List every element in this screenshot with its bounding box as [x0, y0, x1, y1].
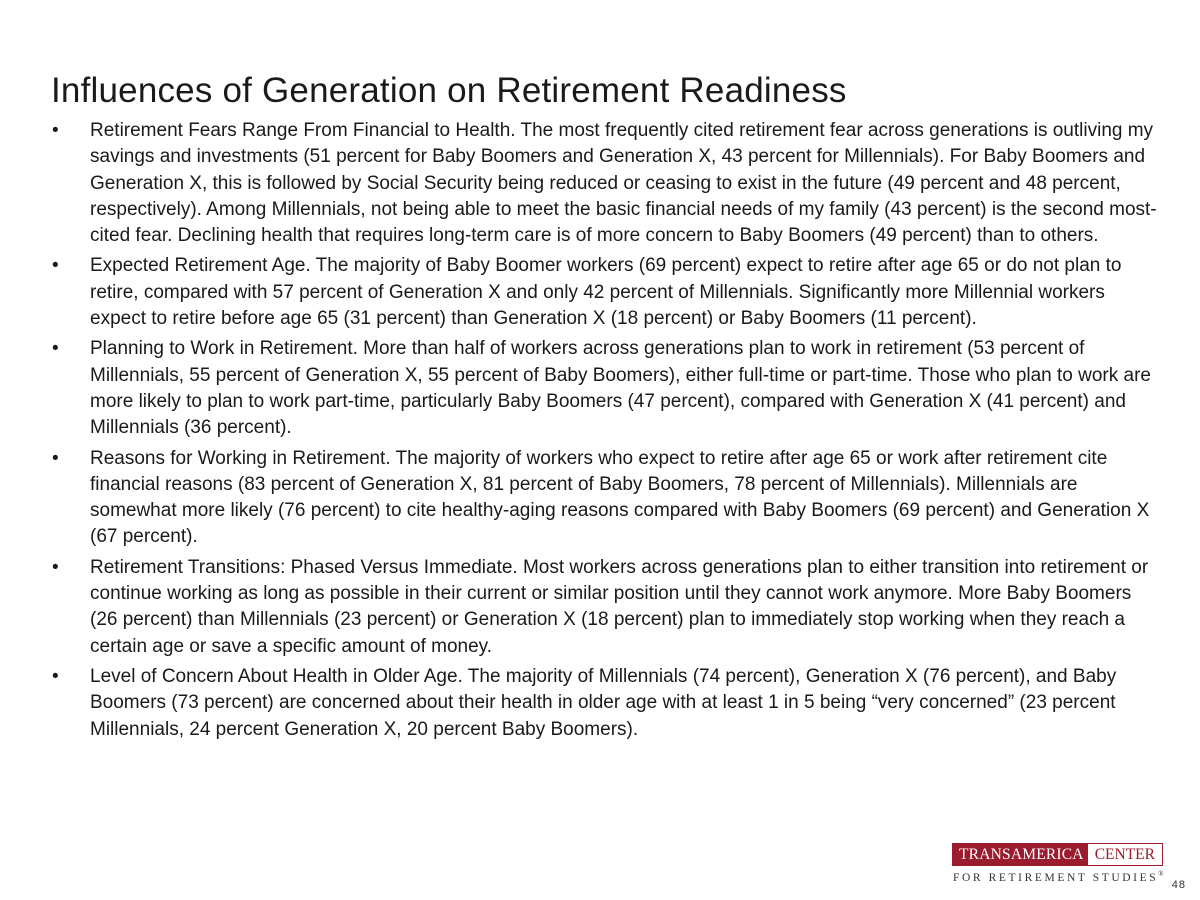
bullet-dot-icon: • [52, 556, 59, 578]
bullet-dot-icon: • [52, 255, 59, 277]
logo-subtitle [952, 870, 1163, 884]
bullet-item [52, 253, 1160, 332]
logo-wordmark [952, 843, 1163, 866]
logo-subtitle-text: FOR RETIREMENT STUDIES [953, 871, 1159, 884]
bullet-dot-icon: • [52, 120, 59, 141]
registered-mark: ® [1158, 870, 1164, 878]
bullet-item [52, 118, 1160, 249]
logo-left-text: TRANSAMERICA [953, 844, 1088, 865]
bullet-text: Reasons for Working in Retirement. The majority of workers who expect to retire after age 65 or work after retirement cite financial reasons (83 percent of Generation X, 81 percent of Baby Boomers, 78 percent of Millennials). Millennials are somewhat more likely (76 percent) to cite healthy-aging reasons compared with Baby Boomers (69 percent) and Generation X (67 percent). [90, 447, 1150, 548]
bullet-text: Level of Concern About Health in Older Age. The majority of Millennials (74 percent), Generation X (76 percent), and Baby Boomers (73 percent) are concerned about their health in older age with at least 1 in 5 being “very concerned” (23 percent Millennials, 24 percent Generation X, 20 percent Baby Boomers). [90, 665, 1117, 740]
bullet-dot-icon: • [52, 665, 59, 687]
bullet-item [52, 446, 1160, 551]
slide-title: Influences of Generation on Retirement Readiness [51, 71, 847, 111]
bullet-text: Planning to Work in Retirement. More than half of workers across generations plan to work in retirement (53 percent of Millennials, 55 percent of Generation X, 55 percent of Baby Boomers), either full-time or part-time. Those who plan to work are more likely to plan to work part-time, particularly Baby Boomers (47 percent), compared with Generation X (41 percent) and Millennials (36 percent). [90, 338, 1151, 439]
bullet-dot-icon: • [52, 447, 59, 469]
bullet-list [52, 118, 1160, 747]
bullet-item [52, 664, 1160, 743]
bullet-item [52, 555, 1160, 660]
bullet-text: Retirement Transitions: Phased Versus Immediate. Most workers across generations plan to either transition into retirement or continue working as long as possible in their current or similar position until they cannot work anymore. More Baby Boomers (26 percent) than Millennials (23 percent) or Generation X (18 percent) plan to immediately stop working when they reach a certain age or save a specific amount of money. [90, 556, 1149, 657]
bullet-text: Expected Retirement Age. The majority of Baby Boomer workers (69 percent) expect to retire after age 65 or do not plan to retire, compared with 57 percent of Generation X and only 42 percent of Millennials. Significantly more Millennial workers expect to retire before age 65 (31 percent) than Generation X (18 percent) or Baby Boomers (11 percent). [90, 255, 1122, 330]
transamerica-logo [952, 843, 1163, 884]
page-number: 48 [1171, 879, 1186, 891]
logo-right-text: CENTER [1088, 844, 1162, 865]
bullet-text: Retirement Fears Range From Financial to Health. The most frequently cited retirement fear across generations is outliving my savings and investments (51 percent for Baby Boomers and Generation X, 43 percent for Millennials). For Baby Boomers and Generation X, this is followed by Social Security being reduced or ceasing to exist in the future (49 percent and 48 percent, respectively). Among Millennials, not being able to meet the basic financial needs of my family (43 percent) is the second most-cited fear. Declining health that requires long-term care is of more concern to Baby Boomers (49 percent) than to others. [90, 120, 1157, 247]
bullet-dot-icon: • [52, 338, 59, 360]
bullet-item [52, 336, 1160, 441]
